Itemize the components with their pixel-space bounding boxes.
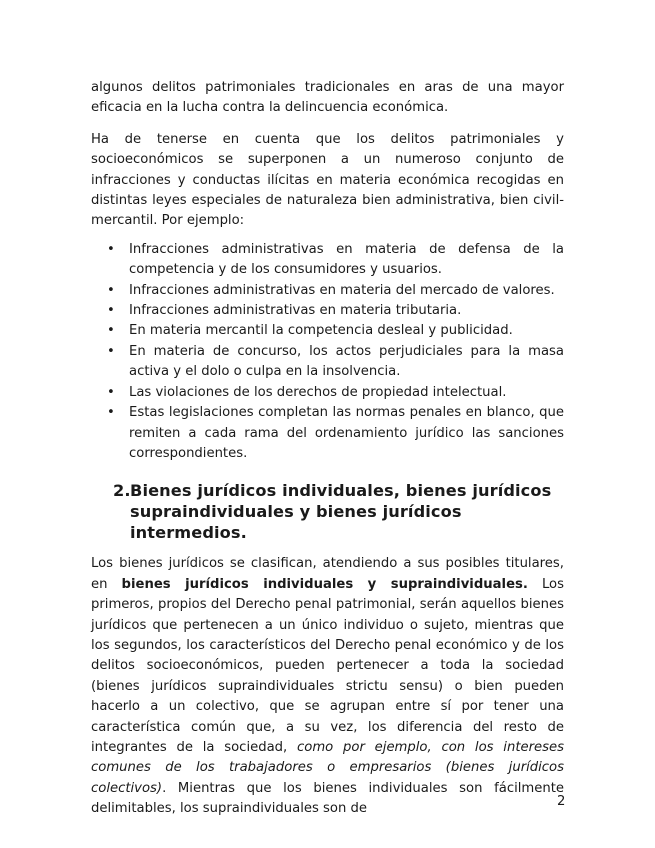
- list-item: [107, 281, 564, 301]
- list-item: [107, 321, 564, 341]
- body-text-2: Los primeros, propios del Derecho penal patrimonial, serán aquellos bienes jurídicos que pertenecen a un único individuo o sujeto, mientras que los segundos, los característicos del Derecho penal económico y de los delitos socioeconómicos, pueden pertenecer a toda la sociedad (bienes jurídicos supraindividuales strictu sensu) o bien pueden hacerlo a un colectivo, que se agrupan entre sí por tener una característica común que, a su vez, los diferencia del resto de integrantes de la sociedad,: [91, 576, 564, 755]
- paragraph-intro: Ha de tenerse en cuenta que los delitos patrimoniales y socioeconómicos se superponen a un numeroso conjunto de infracciones y conductas ilícitas en materia económica recogidas en distintas leyes especiales de naturaleza bien administrativa, bien civil-mercantil. Por ejemplo:: [91, 131, 564, 229]
- section-number: 2.: [113, 481, 131, 501]
- bullet-icon: •: [107, 405, 115, 421]
- bullet-icon: •: [107, 282, 115, 298]
- list-item-text: Las violaciones de los derechos de propiedad intelectual.: [129, 384, 507, 400]
- list-item-text: Infracciones administrativas en materia de defensa de la competencia y de los consumidores y usuarios.: [129, 241, 564, 278]
- list-item-text: Infracciones administrativas en materia del mercado de valores.: [129, 282, 555, 298]
- list-item: [107, 240, 564, 281]
- bullet-icon: •: [107, 343, 115, 359]
- bullet-icon: •: [107, 323, 115, 339]
- bullet-icon: •: [107, 384, 115, 400]
- paragraph-body: [91, 554, 564, 819]
- list-item-text: En materia mercantil la competencia desleal y publicidad.: [129, 323, 513, 339]
- section-heading: [91, 480, 564, 543]
- body-italic-example: como por ejemplo, con los intereses comunes de los trabajadores o empresarios (bienes jurídicos colectivos): [91, 739, 564, 796]
- body-text-3: . Mientras que los bienes individuales son fácilmente delimitables, los supraindividuales son de: [91, 780, 564, 817]
- list-item: [107, 342, 564, 383]
- list-item-text: En materia de concurso, los actos perjudiciales para la masa activa y el dolo o culpa en la insolvencia.: [129, 343, 564, 380]
- bullet-icon: •: [107, 303, 115, 319]
- list-item: [107, 301, 564, 321]
- body-text-1: Los bienes jurídicos se clasifican, atendiendo a sus posibles titulares, en: [91, 556, 564, 592]
- document-page: [91, 78, 564, 820]
- body-bold-term: bienes jurídicos individuales y supraindividuales.: [121, 576, 528, 592]
- list-item-text: Estas legislaciones completan las normas penales en blanco, que remiten a cada rama del ordenamiento jurídico las sanciones correspondientes.: [129, 405, 564, 461]
- section-title: Bienes jurídicos individuales, bienes jurídicos supraindividuales y bienes jurídicos intermedios.: [130, 481, 552, 543]
- list-item: [107, 383, 564, 403]
- list-item: [107, 403, 564, 464]
- bullet-icon: •: [107, 241, 115, 257]
- page-number: 2: [557, 794, 566, 809]
- paragraph-continuation: algunos delitos patrimoniales tradicionales en aras de una mayor eficacia en la lucha contra la delincuencia económica.: [91, 80, 564, 116]
- list-item-text: Infracciones administrativas en materia tributaria.: [129, 303, 462, 319]
- bullet-list: [91, 240, 564, 464]
